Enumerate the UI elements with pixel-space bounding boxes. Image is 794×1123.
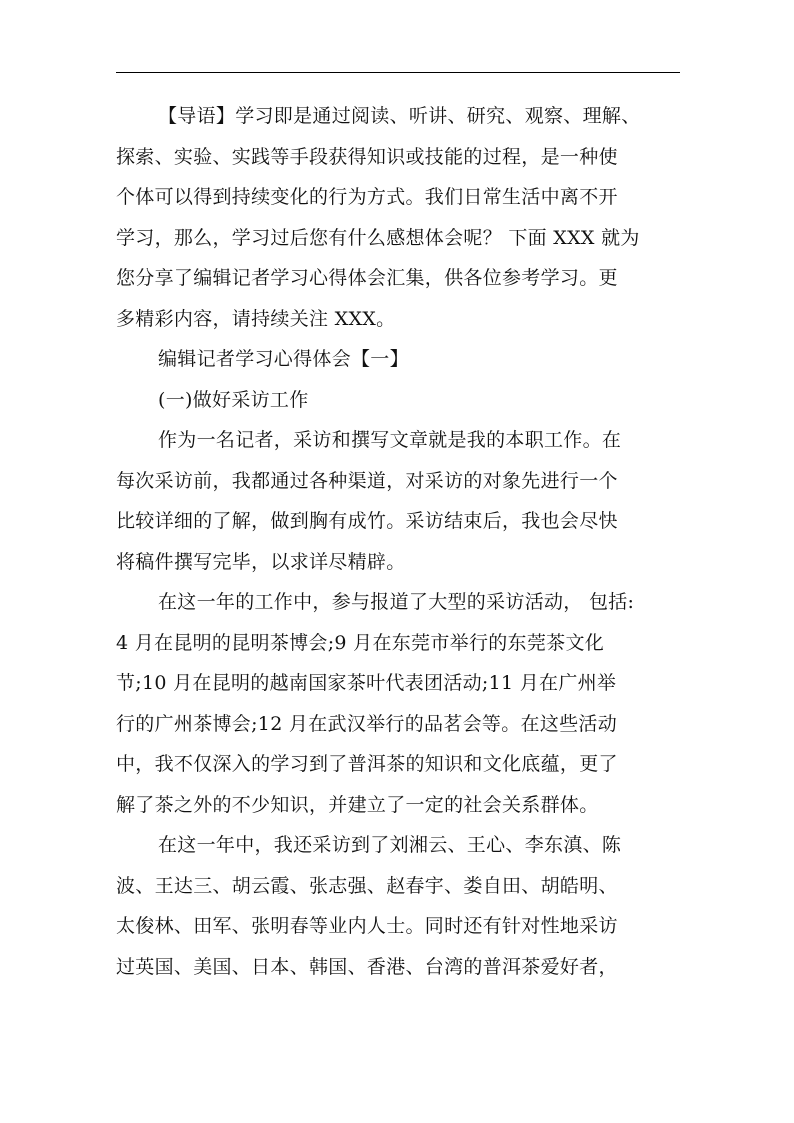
paragraph-1-line-1: 作为一名记者，采访和撰写文章就是我的本职工作。在 [158, 429, 622, 451]
paragraph-2-line-6: 解了茶之外的不少知识，并建立了一定的社会关系群体。 [116, 793, 599, 816]
paragraph-3-line-4: 过英国、美国、日本、韩国、香港、台湾的普洱茶爱好者， [116, 955, 618, 978]
paragraph-2-line-5: 中，我不仅深入的学习到了普洱茶的知识和文化底蕴，更了 [116, 753, 618, 775]
paragraph-2-line-3: 节;10 月在昆明的越南国家茶叶代表团活动;11 月在广州举 [116, 672, 617, 694]
paragraph-1-line-4: 将稿件撰写完毕，以求详尽精辟。 [116, 550, 406, 573]
paragraph-1-line-3: 比较详细的了解，做到胸有成竹。采访结束后，我也会尽快 [116, 510, 618, 532]
paragraph-2-line-1: 在这一年的工作中，参与报道了大型的采访活动， 包括: [158, 591, 635, 613]
document-body [116, 96, 681, 987]
intro-line-4: 学习，那么，学习过后您有什么感想体会呢？ 下面 XXX 就为 [116, 226, 640, 249]
paragraph-2-line-2: 4 月在昆明的昆明茶博会;9 月在东莞市举行的东莞茶文化 [116, 631, 605, 654]
intro-line-3: 个体可以得到持续变化的行为方式。我们日常生活中离不开 [116, 186, 618, 208]
section-title: 编辑记者学习心得体会【一】 [158, 348, 409, 370]
intro-line-1: 【导语】学习即是通过阅读、听讲、研究、观察、理解、 [158, 105, 641, 127]
paragraph-3-line-3: 太俊林、田军、张明春等业内人士。同时还有针对性地采访 [116, 915, 618, 937]
paragraph-1-line-2: 每次采访前，我都通过各种渠道，对采访的对象先进行一个 [116, 469, 618, 492]
header-rule [116, 72, 680, 73]
paragraph-2-line-4: 行的广州茶博会;12 月在武汉举行的品茗会等。在这些活动 [116, 712, 618, 735]
intro-line-6: 多精彩内容，请持续关注 XXX。 [116, 307, 396, 330]
intro-line-2: 探索、实验、实践等手段获得知识或技能的过程，是一种使 [116, 145, 618, 168]
intro-line-5: 您分享了编辑记者学习心得体会汇集，供各位参考学习。更 [116, 267, 618, 289]
paragraph-3-line-1: 在这一年中，我还采访到了刘湘云、王心、李东滇、陈 [158, 834, 622, 856]
paragraph-3-line-2: 波、王达三、胡云霞、张志强、赵春宇、娄自田、胡皓明、 [116, 874, 618, 897]
subsection-title: (一)做好采访工作 [158, 388, 309, 411]
